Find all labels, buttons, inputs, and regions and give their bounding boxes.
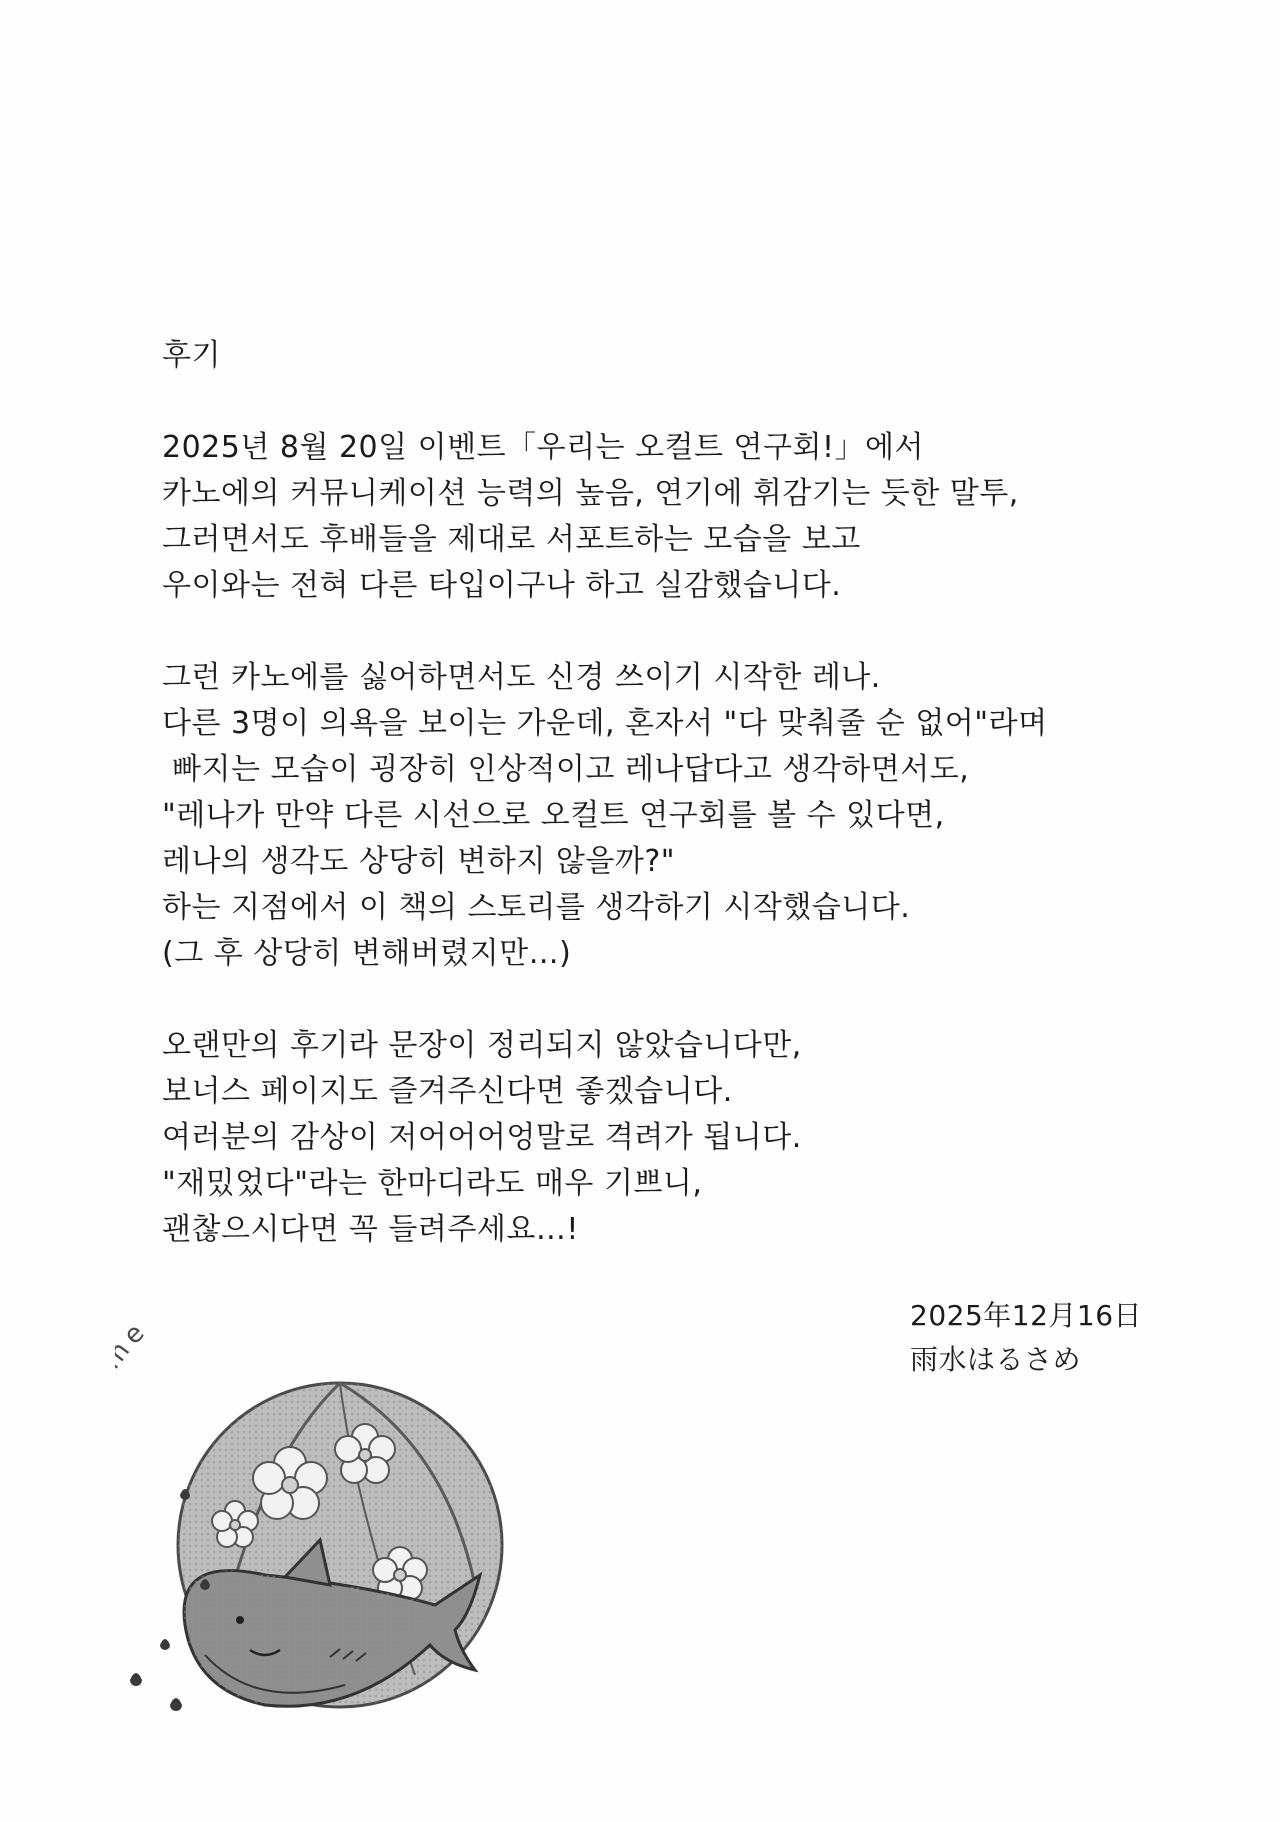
text-line: "재밌었다"라는 한마디라도 매우 기쁘니, bbox=[162, 1166, 703, 1201]
text-line: 그러면서도 후배들을 제대로 서포트하는 모습을 보고 bbox=[162, 522, 861, 557]
text-line: (그 후 상당히 변해버렸지만…) bbox=[162, 936, 572, 971]
logo-text: e bbox=[117, 1313, 155, 1351]
text-line: 보너스 페이지도 즐겨주신다면 좋겠습니다. bbox=[162, 1074, 733, 1109]
text-line: 괜찮으시다면 꼭 들려주세요…! bbox=[162, 1212, 579, 1247]
paragraph-3 bbox=[162, 1023, 1162, 1253]
text-line: 레나의 생각도 상당히 변하지 않을까?" bbox=[162, 844, 676, 879]
text-line: 빠지는 모습이 굉장히 인상적이고 레나답다고 생각하면서도, bbox=[162, 752, 970, 787]
afterword-heading: 후기 bbox=[162, 338, 221, 373]
signature bbox=[910, 1294, 1142, 1382]
text-line: 카노에의 커뮤니케이션 능력의 높음, 연기에 휘감기는 듯한 말투, bbox=[162, 476, 1019, 511]
signature-author: 雨水はるさめ bbox=[910, 1343, 1082, 1376]
text-line: 우이와는 전혀 다른 타입이구나 하고 실감했습니다. bbox=[162, 568, 842, 603]
afterword-text bbox=[162, 333, 1162, 1299]
paragraph-1 bbox=[162, 425, 1162, 609]
text-line: 하는 지점에서 이 책의 스토리를 생각하기 시작했습니다. bbox=[162, 890, 911, 925]
text-line: 다른 3명이 의욕을 보이는 가운데, 혼자서 "다 맞춰줄 순 없어"라며 bbox=[162, 706, 1048, 741]
text-line: "레나가 만약 다른 시선으로 오컬트 연구회를 볼 수 있다면, bbox=[162, 798, 945, 833]
text-line: 여러분의 감상이 저어어어엉말로 격려가 됩니다. bbox=[162, 1120, 802, 1155]
shark-umbrella-logo-icon bbox=[115, 1285, 535, 1745]
text-line: 오랜만의 후기라 문장이 정리되지 않았습니다만, bbox=[162, 1028, 802, 1063]
signature-date: 2025年12月16日 bbox=[910, 1299, 1143, 1332]
paragraph-2 bbox=[162, 655, 1162, 977]
text-line: 2025년 8월 20일 이벤트「우리는 오컬트 연구회!」에서 bbox=[162, 430, 924, 465]
text-line: 그런 카노에를 싫어하면서도 신경 쓰이기 시작한 레나. bbox=[162, 660, 881, 695]
